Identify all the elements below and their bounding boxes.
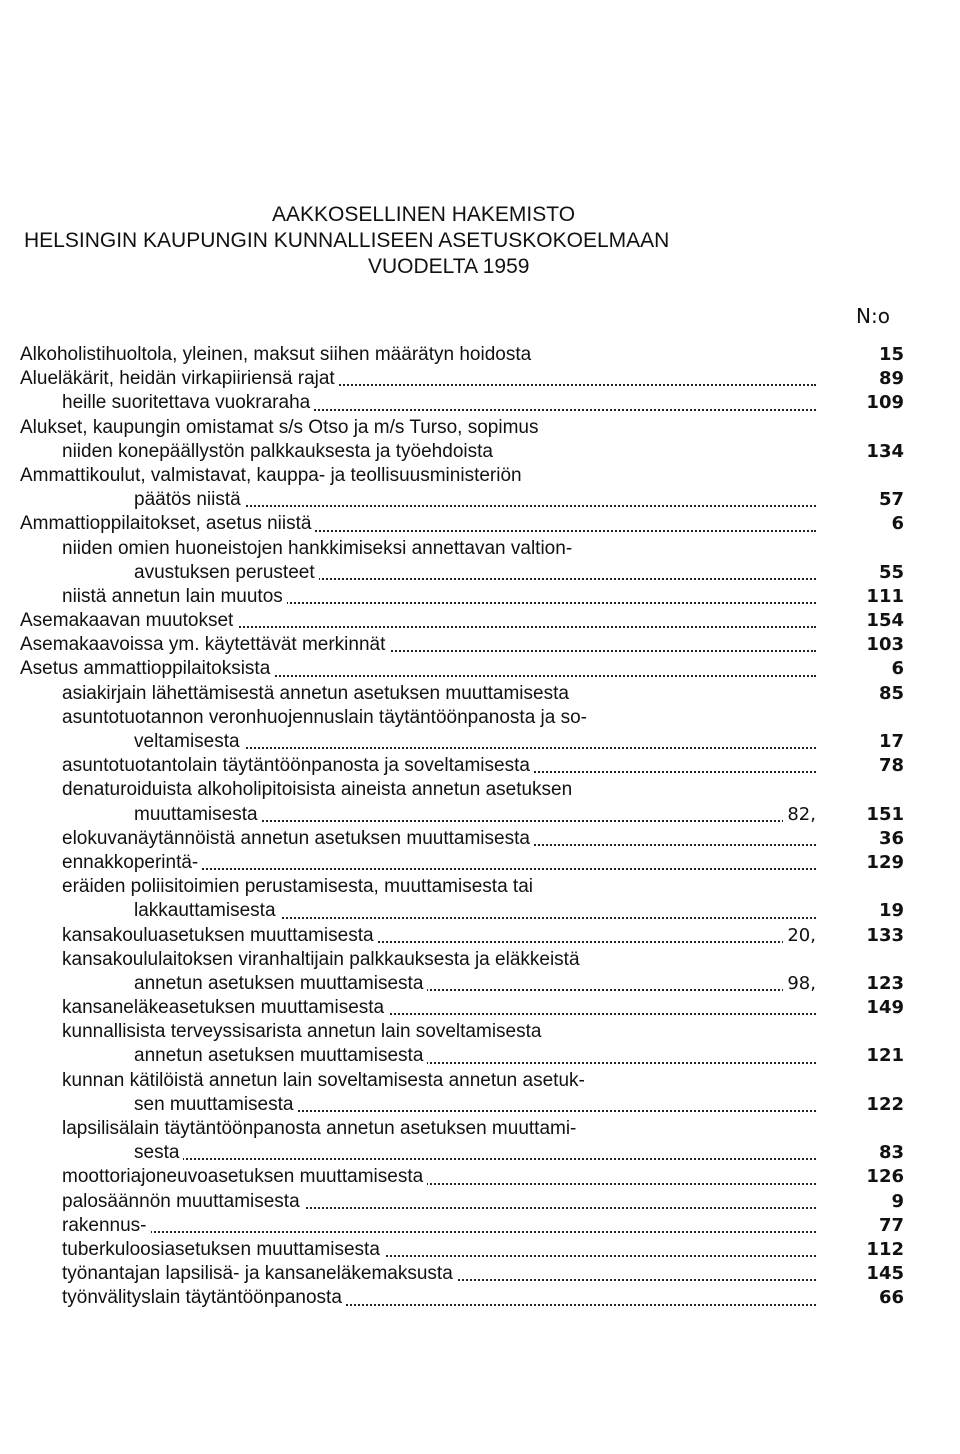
index-entry-text-wrap (62, 924, 816, 948)
index-entry-text: Alkoholistihuoltola, yleinen, maksut siihen määrätyn hoidosta (20, 344, 535, 365)
index-entry-text: päätös niistä (134, 489, 245, 510)
index-entry-number: 85 (878, 682, 904, 704)
index-entry-text-wrap (62, 1286, 816, 1310)
index-entry-text: avustuksen perusteet (134, 562, 319, 583)
index-entry-number: 77 (878, 1214, 904, 1236)
index-entry-number: 66 (878, 1287, 904, 1309)
index-entry-number: 55 (878, 561, 904, 583)
index-entry-number: 103 (866, 634, 904, 656)
index-entry-text: elokuvanäytännöistä annetun asetuksen muuttamisesta (62, 828, 534, 849)
index-entry-text: kunnallisista terveyssisarista annetun lain soveltamisesta (62, 1021, 545, 1042)
index-entry (0, 827, 960, 851)
index-entry-text: Ammattioppilaitokset, asetus niistä (20, 513, 315, 534)
index-entry (0, 1044, 960, 1068)
index-entry-number: 78 (878, 755, 904, 777)
index-entry-number: 129 (866, 851, 904, 873)
index-entry (0, 585, 960, 609)
index-entry (0, 754, 960, 778)
index-entry-text-wrap (20, 367, 816, 391)
number-column-label: N:o (856, 304, 890, 328)
index-entry-number: 6 (891, 513, 904, 535)
index-entry-text: moottoriajoneuvoasetuksen muuttamisesta (62, 1166, 427, 1187)
index-entry (0, 1069, 960, 1093)
index-entry-text: Asetus ammattioppilaitoksista (20, 658, 274, 679)
index-entry-text-wrap (62, 948, 816, 972)
index-entry-text-wrap (134, 561, 816, 585)
heading-year: VUODELTA 1959 (368, 255, 530, 278)
index-entry-text: asiakirjain lähettämisestä annetun asetuksen muuttamisesta (62, 683, 573, 704)
index-entry (0, 730, 960, 754)
index-entry-text-wrap (20, 512, 816, 536)
index-entry-number: 151 (866, 803, 904, 825)
index-entry-text: asuntotuotannon veronhuojennuslain täytäntöönpanosta ja so- (62, 707, 591, 728)
index-entry-text: työnvälityslain täytäntöönpanosta (62, 1287, 346, 1308)
index-entry-text: palosäännön muuttamisesta (62, 1191, 304, 1212)
index-entry-text-wrap (62, 778, 816, 802)
index-entry-text-wrap (134, 1141, 816, 1165)
index-entry-text: Ammattikoulut, valmistavat, kauppa- ja teollisuusministeriön (20, 465, 526, 486)
index-entry (0, 972, 960, 996)
index-entry-text-wrap (62, 391, 816, 415)
index-entry (0, 537, 960, 561)
index-entry-number: 112 (866, 1238, 904, 1260)
index-entry-text: annetun asetuksen muuttamisesta (134, 973, 427, 994)
index-entry-number: 145 (866, 1263, 904, 1285)
index-entry-text-wrap (20, 609, 816, 633)
index-entry-number: 15 (878, 344, 904, 365)
index-entry (0, 416, 960, 440)
index-entry-number: 83 (878, 1142, 904, 1164)
index-entry-text-wrap (62, 1214, 816, 1238)
index-entry (0, 488, 960, 512)
index-entry-text: sesta (134, 1142, 183, 1163)
index-entry-text: kansakouluasetuksen muuttamisesta (62, 925, 378, 946)
index-entry (0, 1214, 960, 1238)
index-entry (0, 1020, 960, 1044)
index-entry (0, 633, 960, 657)
index-entry-number: 111 (866, 585, 904, 607)
index-entry-number: 122 (866, 1093, 904, 1115)
index-entry (0, 343, 960, 367)
heading-subtitle: HELSINGIN KAUPUNGIN KUNNALLISEEN ASETUSKOKOELMAAN (24, 229, 670, 252)
index-entry-number: 134 (866, 440, 904, 462)
index-entry-text-wrap (62, 851, 816, 875)
index-entry-text-wrap (62, 1190, 816, 1214)
index-entry-number: 123 (866, 972, 904, 994)
index-entry-text: työnantajan lapsilisä- ja kansaneläkemaksusta (62, 1263, 457, 1284)
index-entry (0, 1238, 960, 1262)
index-entry (0, 1190, 960, 1214)
index-entry-extra-ref: 98, (783, 972, 816, 996)
index-entry (0, 924, 960, 948)
index-entry-text-wrap (134, 488, 816, 512)
index-entry (0, 609, 960, 633)
index-entry-number: 6 (891, 658, 904, 680)
index-entry-text: eräiden poliisitoimien perustamisesta, muuttamisesta tai (62, 876, 537, 897)
index-list (0, 343, 960, 1311)
index-entry-text-wrap (62, 1262, 816, 1286)
index-entry-text: Alueläkärit, heidän virkapiiriensä rajat (20, 368, 339, 389)
index-entry (0, 682, 960, 706)
index-entry-text-wrap (62, 537, 816, 561)
index-entry (0, 1117, 960, 1141)
index-entry-text: muuttamisesta (134, 804, 262, 825)
index-entry-text-wrap (134, 972, 816, 996)
index-entry-text: Asemakaavoissa ym. käytettävät merkinnät (20, 634, 389, 655)
index-entry (0, 1165, 960, 1189)
index-entry-text: niiden omien huoneistojen hankkimiseksi annettavan valtion- (62, 538, 576, 559)
index-entry-text-wrap (134, 803, 816, 827)
index-entry-text-wrap (62, 585, 816, 609)
index-entry-number: 19 (878, 900, 904, 922)
index-entry (0, 875, 960, 899)
index-entry (0, 899, 960, 923)
index-entry-text-wrap (20, 633, 816, 657)
index-entry (0, 512, 960, 536)
index-heading (0, 202, 960, 280)
heading-title: AAKKOSELLINEN HAKEMISTO (272, 203, 576, 226)
index-entry-text-wrap (62, 682, 816, 706)
index-entry-text-wrap (62, 1165, 816, 1189)
index-entry (0, 1286, 960, 1310)
index-entry-number: 121 (866, 1045, 904, 1067)
index-entry-text: asuntotuotantolain täytäntöönpanosta ja soveltamisesta (62, 755, 534, 776)
index-entry-text-wrap (62, 1069, 816, 1093)
index-entry-text-wrap (134, 730, 816, 754)
index-entry (0, 803, 960, 827)
index-entry-text: Alukset, kaupungin omistamat s/s Otso ja m/s Turso, sopimus (20, 417, 542, 438)
index-entry-text-wrap (62, 440, 816, 464)
index-entry (0, 657, 960, 681)
index-entry-text: lapsilisälain täytäntöönpanosta annetun asetuksen muuttami- (62, 1118, 580, 1139)
index-entry (0, 778, 960, 802)
index-entry-number: 36 (878, 827, 904, 849)
index-entry-text-wrap (134, 899, 816, 923)
index-entry-text-wrap (62, 1020, 816, 1044)
index-entry-text: niiden konepäällystön palkkauksesta ja työehdoista (62, 441, 497, 462)
index-entry-text: ennakkoperintä- (62, 852, 202, 873)
index-entry-text: heille suoritettava vuokraraha (62, 392, 314, 413)
index-entry-text-wrap (134, 1044, 816, 1068)
index-entry-text-wrap (62, 1117, 816, 1141)
index-entry-number: 9 (891, 1190, 904, 1212)
index-entry (0, 464, 960, 488)
index-entry-text: rakennus- (62, 1215, 151, 1236)
index-entry-extra-ref: 20, (783, 924, 816, 948)
index-entry-number: 17 (878, 731, 904, 752)
index-entry-text: lakkauttamisesta (134, 900, 280, 921)
index-entry-text: denaturoiduista alkoholipitoisista aineista annetun asetuksen (62, 779, 576, 800)
index-entry-text-wrap (62, 875, 816, 899)
index-entry (0, 561, 960, 585)
index-entry (0, 367, 960, 391)
index-entry-text-wrap (134, 1093, 816, 1117)
index-entry (0, 948, 960, 972)
index-entry (0, 1141, 960, 1165)
index-entry (0, 391, 960, 415)
index-entry-text-wrap (62, 827, 816, 851)
index-entry-number: 109 (866, 392, 904, 414)
index-entry-text: kunnan kätilöistä annetun lain soveltamisesta annetun asetuk- (62, 1070, 589, 1091)
index-entry-number: 149 (866, 997, 904, 1019)
index-entry-text: niistä annetun lain muutos (62, 586, 287, 607)
index-entry (0, 440, 960, 464)
index-entry-text: veltamisesta (134, 731, 244, 752)
index-entry (0, 706, 960, 730)
index-entry-extra-ref: 82, (783, 803, 816, 827)
index-entry (0, 1262, 960, 1286)
index-entry-text: Asemakaavan muutokset (20, 610, 237, 631)
index-entry-text-wrap (20, 416, 816, 440)
index-entry-number: 126 (866, 1166, 904, 1188)
index-entry-text: sen muuttamisesta (134, 1094, 297, 1115)
index-entry-number: 154 (866, 610, 904, 632)
index-entry-text-wrap (20, 464, 816, 488)
index-entry (0, 851, 960, 875)
index-entry-number: 133 (866, 924, 904, 946)
index-entry-text-wrap (62, 754, 816, 778)
index-entry (0, 1093, 960, 1117)
index-entry-number: 89 (878, 368, 904, 390)
index-entry-number: 57 (878, 489, 904, 511)
index-entry-text-wrap (20, 657, 816, 681)
index-entry-text: annetun asetuksen muuttamisesta (134, 1045, 427, 1066)
index-entry-text-wrap (62, 1238, 816, 1262)
index-entry (0, 996, 960, 1020)
index-entry-text-wrap (20, 343, 816, 367)
index-entry-text: kansakoululaitoksen viranhaltijain palkkauksesta ja eläkkeistä (62, 949, 584, 970)
index-entry-text-wrap (62, 996, 816, 1020)
index-entry-text-wrap (62, 706, 816, 730)
index-entry-text: kansaneläkeasetuksen muuttamisesta (62, 997, 388, 1018)
index-entry-text: tuberkuloosiasetuksen muuttamisesta (62, 1239, 384, 1260)
